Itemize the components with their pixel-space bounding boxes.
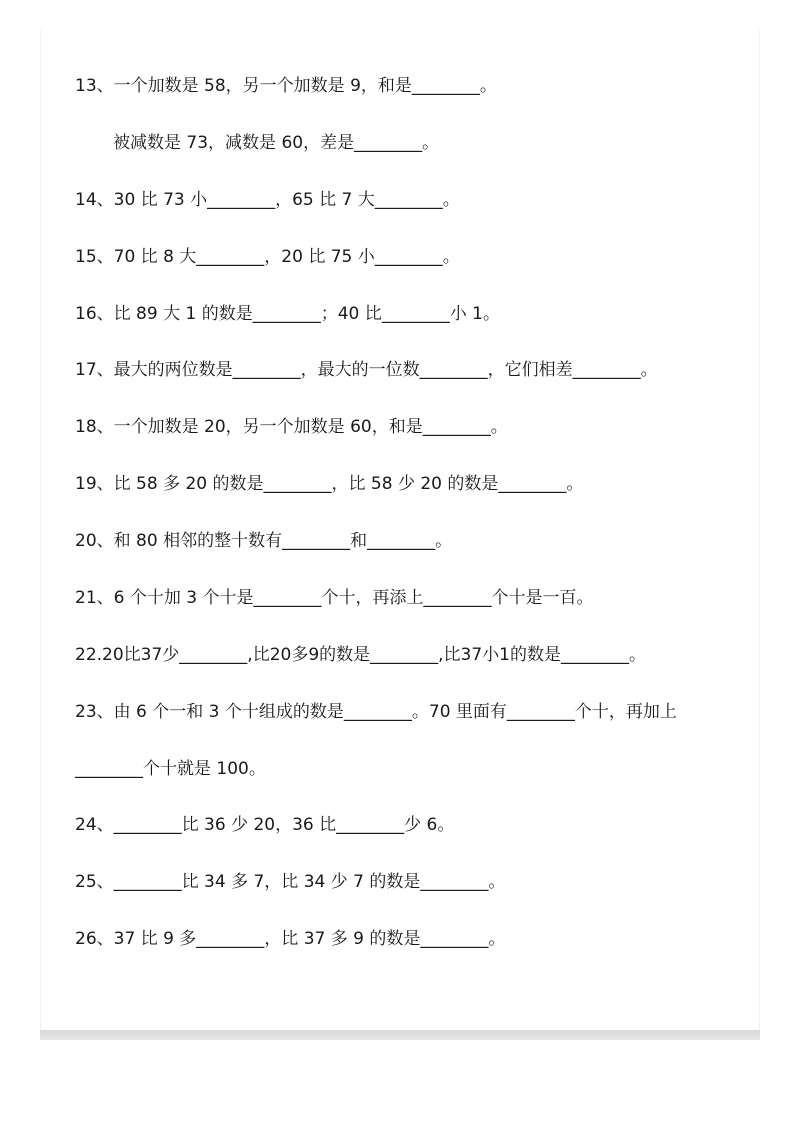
question-23-part-2: ________个十就是 100。 bbox=[75, 759, 266, 779]
question-13: 13、一个加数是 58，另一个加数是 9，和是________。 bbox=[75, 76, 497, 96]
question-16: 16、比 89 大 1 的数是________；40 比________小 1。 bbox=[75, 304, 500, 324]
question-13-part-2: 被减数是 73，减数是 60，差是________。 bbox=[113, 133, 440, 153]
question-15: 15、70 比 8 大________，20 比 75 小________。 bbox=[75, 247, 460, 267]
question-26: 26、37 比 9 多________，比 37 多 9 的数是________。 bbox=[75, 929, 506, 949]
question-22: 22.20比37少________,比20多9的数是________,比37小1的数是________。 bbox=[75, 645, 647, 665]
question-21: 21、6 个十加 3 个十是________个十，再添上________个十是一百。 bbox=[75, 588, 594, 608]
question-14: 14、30 比 73 小________，65 比 7 大________。 bbox=[75, 190, 460, 210]
page-bottom-edge bbox=[40, 1030, 760, 1040]
question-18: 18、一个加数是 20，另一个加数是 60，和是________。 bbox=[75, 417, 508, 437]
question-24: 24、________比 36 少 20，36 比________少 6。 bbox=[75, 815, 455, 835]
question-20: 20、和 80 相邻的整十数有________和________。 bbox=[75, 531, 453, 551]
question-19: 19、比 58 多 20 的数是________，比 58 少 20 的数是________。 bbox=[75, 474, 584, 494]
question-17: 17、最大的两位数是________，最大的一位数________，它们相差________。 bbox=[75, 360, 658, 380]
question-25: 25、________比 34 多 7，比 34 少 7 的数是________。 bbox=[75, 872, 506, 892]
question-23: 23、由 6 个一和 3 个十组成的数是________。70 里面有________个十，再加上 bbox=[75, 702, 677, 722]
